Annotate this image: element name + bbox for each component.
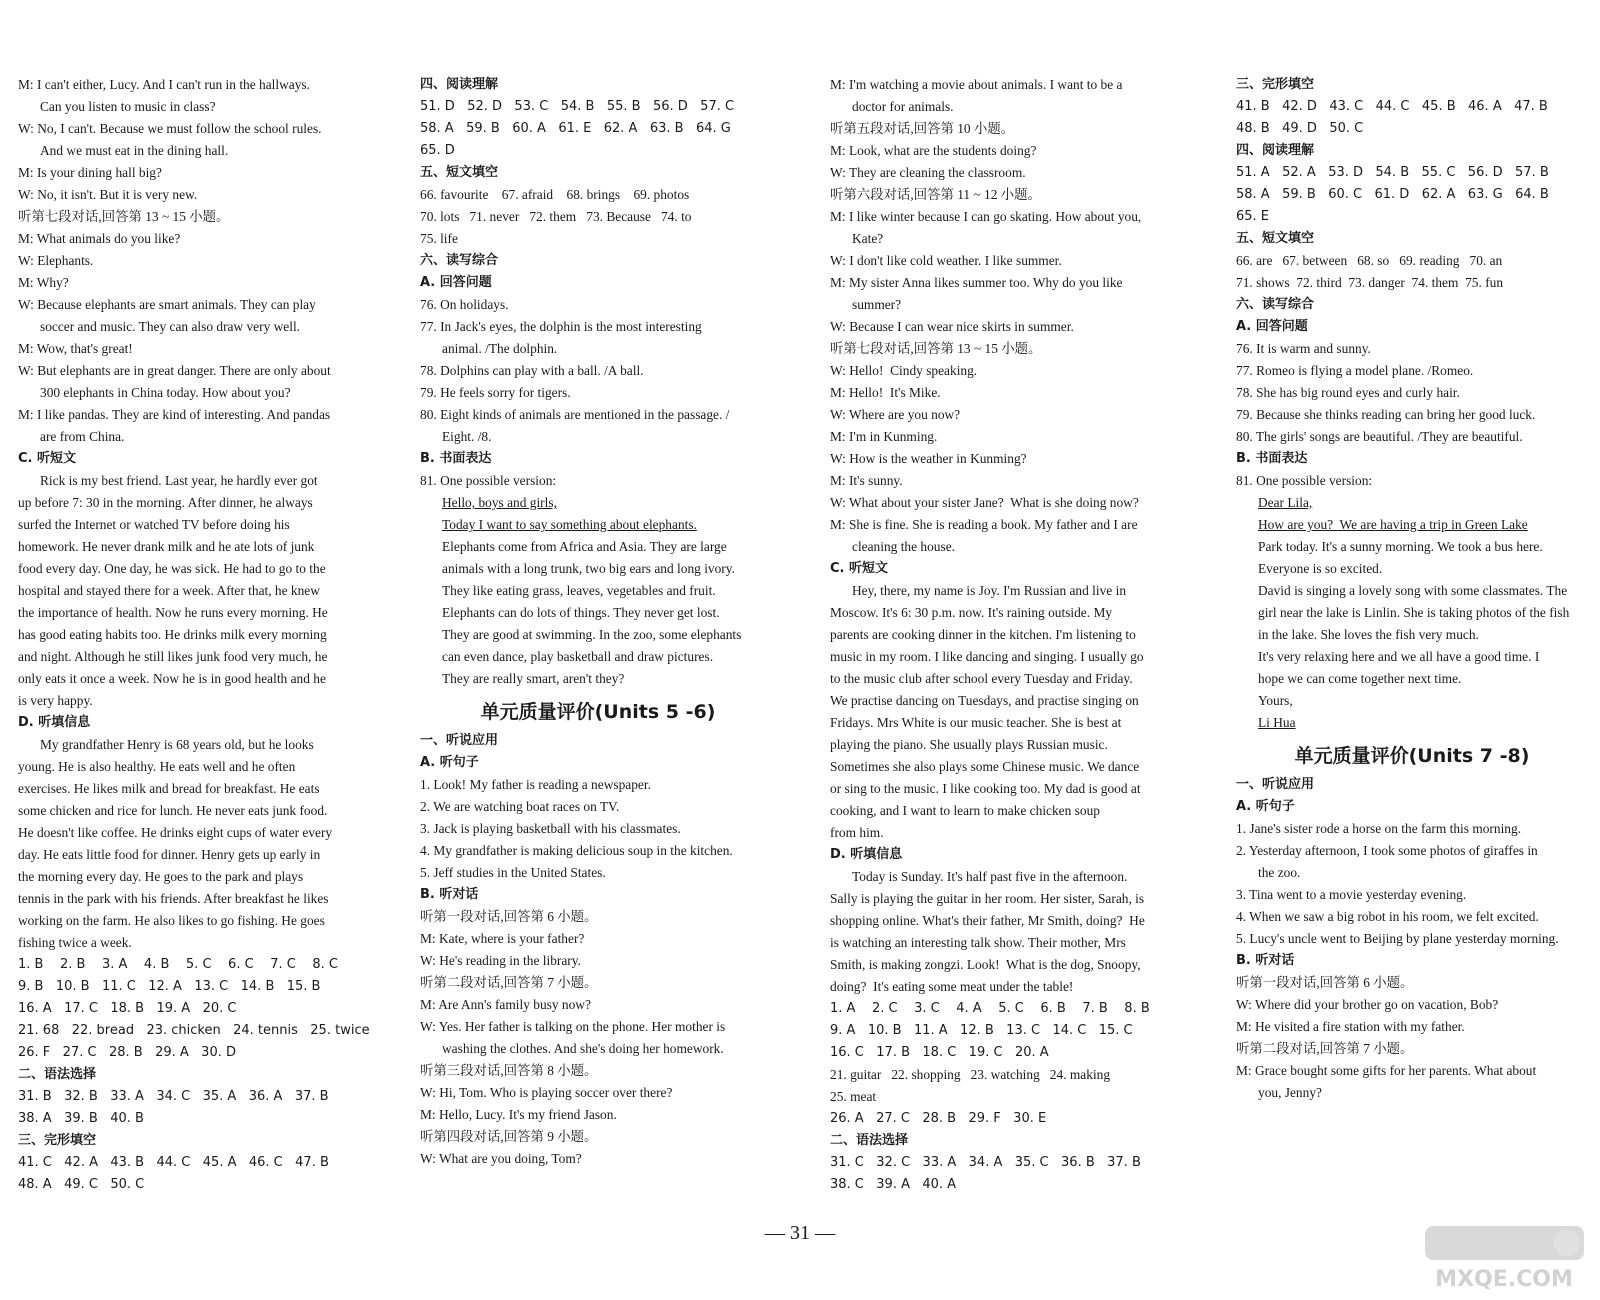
text-line: surfed the Internet or watched TV before doing his — [18, 517, 290, 532]
text-line: 听第七段对话,回答第 13 ~ 15 小题。 — [18, 209, 230, 224]
text-line: cooking, and I want to learn to make chicken soup — [830, 803, 1100, 818]
column-3 — [830, 74, 1182, 1196]
text-line: Hello, boys and girls, — [442, 495, 557, 510]
text-line: 66. are 67. between 68. so 69. reading 70. an — [1236, 253, 1503, 268]
text-line: W: Where did your brother go on vacation, Bob? — [1236, 997, 1499, 1012]
text-line: Dear Lila, — [1258, 495, 1313, 510]
text-line: in the lake. She loves the fish very much. — [1258, 627, 1479, 642]
text-line: 21. 68 22. bread 23. chicken 24. tennis 25. twice — [18, 1023, 370, 1038]
text-line: Elephants can do lots of things. They never get lost. — [442, 605, 720, 620]
text-line: And we must eat in the dining hall. — [40, 143, 229, 158]
text-line: W: Elephants. — [18, 253, 94, 268]
answer-logo-icon — [1425, 1226, 1584, 1260]
text-line: doing? It's eating some meat under the table! — [830, 979, 1074, 994]
column-4 — [1236, 74, 1588, 1104]
text-line: 1. Look! My father is reading a newspaper. — [420, 777, 651, 792]
text-line: 51. D 52. D 53. C 54. B 55. B 56. D 57. C — [420, 99, 735, 114]
text-line: M: Wow, that's great! — [18, 341, 133, 356]
text-line: music in my room. I like dancing and singing. I usually go — [830, 649, 1144, 664]
text-line: W: But elephants are in great danger. There are only about — [18, 363, 331, 378]
section-heading: 五、短文填空 — [420, 165, 499, 180]
text-line: 听第四段对话,回答第 9 小题。 — [420, 1129, 598, 1144]
text-line: 71. shows 72. third 73. danger 74. them 75. fun — [1236, 275, 1504, 290]
section-heading: 二、语法选择 — [830, 1133, 909, 1148]
text-line: is very happy. — [18, 693, 93, 708]
text-line: Today I want to say something about elephants. — [442, 517, 697, 532]
text-line: the morning every day. He goes to the park and plays — [18, 869, 304, 884]
text-line: W: No, it isn't. But it is very new. — [18, 187, 198, 202]
column-2 — [420, 74, 776, 1170]
text-line: M: Grace bought some gifts for her parents. What about — [1236, 1063, 1537, 1078]
text-line: washing the clothes. And she's doing her homework. — [442, 1041, 724, 1056]
section-heading: 四、阅读理解 — [420, 77, 499, 92]
text-line: are from China. — [40, 429, 125, 444]
section-heading: D. 听填信息 — [18, 715, 91, 730]
text-line: some chicken and rice for lunch. He never eats junk food. — [18, 803, 328, 818]
text-line: 65. E — [1236, 209, 1270, 224]
text-line: the importance of health. Now he runs every morning. He — [18, 605, 328, 620]
text-line: W: Because I can wear nice skirts in summer. — [830, 319, 1074, 334]
section-heading: B. 书面表达 — [1236, 451, 1308, 466]
text-line: Park today. It's a sunny morning. We took a bus here. — [1258, 539, 1543, 554]
text-line: W: What about your sister Jane? What is she doing now? — [830, 495, 1139, 510]
text-line: you, Jenny? — [1258, 1085, 1322, 1100]
text-line: Elephants come from Africa and Asia. They are large — [442, 539, 727, 554]
text-line: 2. We are watching boat races on TV. — [420, 799, 620, 814]
text-line: They like eating grass, leaves, vegetables and fruit. — [442, 583, 716, 598]
text-line: 3. Tina went to a movie yesterday evening. — [1236, 887, 1467, 902]
text-line: hope we can come together next time. — [1258, 671, 1462, 686]
text-line: 76. On holidays. — [420, 297, 509, 312]
text-line: 听第七段对话,回答第 13 ~ 15 小题。 — [830, 341, 1042, 356]
text-line: Everyone is so excited. — [1258, 561, 1383, 576]
text-line: Sally is playing the guitar in her room. Her sister, Sarah, is — [830, 891, 1145, 906]
text-line: young. He is also healthy. He eats well and he often — [18, 759, 296, 774]
text-line: W: I don't like cold weather. I like summer. — [830, 253, 1062, 268]
text-line: working on the farm. He also likes to go fishing. He goes — [18, 913, 325, 928]
text-line: summer? — [852, 297, 902, 312]
text-line: Yours, — [1258, 693, 1293, 708]
text-line: 26. A 27. C 28. B 29. F 30. E — [830, 1111, 1047, 1126]
text-line: 4. My grandfather is making delicious soup in the kitchen. — [420, 843, 733, 858]
text-line: cleaning the house. — [852, 539, 955, 554]
text-line: hospital and stayed there for a week. After that, he knew — [18, 583, 320, 598]
text-line: Can you listen to music in class? — [40, 99, 216, 114]
text-line: 5. Lucy's uncle went to Beijing by plane yesterday morning. — [1236, 931, 1559, 946]
text-line: 48. A 49. C 50. C — [18, 1177, 145, 1192]
text-line: and night. Although he still likes junk food very much, he — [18, 649, 328, 664]
text-line: W: Hello! Cindy speaking. — [830, 363, 978, 378]
text-line: My grandfather Henry is 68 years old, but he looks — [40, 737, 314, 752]
text-line: 1. A 2. C 3. C 4. A 5. C 6. B 7. B 8. B — [830, 1001, 1150, 1016]
text-line: He doesn't like coffee. He drinks eight cups of water every — [18, 825, 333, 840]
text-line: Smith, is making zongzi. Look! What is the dog, Snoopy, — [830, 957, 1141, 972]
text-line: 70. lots 71. never 72. them 73. Because 74. to — [420, 209, 692, 224]
text-line: 听第六段对话,回答第 11 ~ 12 小题。 — [830, 187, 1041, 202]
section-heading: 三、完形填空 — [18, 1133, 97, 1148]
text-line: M: I can't either, Lucy. And I can't run in the hallways. — [18, 77, 310, 92]
text-line: 80. The girls' songs are beautiful. /They are beautiful. — [1236, 429, 1523, 444]
text-line: M: Hello, Lucy. It's my friend Jason. — [420, 1107, 617, 1122]
text-line: from him. — [830, 825, 884, 840]
text-line: They are good at swimming. In the zoo, some elephants — [442, 627, 742, 642]
text-line: W: Because elephants are smart animals. They can play — [18, 297, 316, 312]
section-heading: A. 回答问题 — [420, 275, 492, 290]
text-line: 5. Jeff studies in the United States. — [420, 865, 606, 880]
section-heading: 三、完形填空 — [1236, 77, 1315, 92]
text-line: W: Where are you now? — [830, 407, 961, 422]
text-line: M: Is your dining hall big? — [18, 165, 162, 180]
text-line: M: My sister Anna likes summer too. Why do you like — [830, 275, 1123, 290]
text-line: 听第五段对话,回答第 10 小题。 — [830, 121, 1015, 136]
text-line: animal. /The dolphin. — [442, 341, 558, 356]
section-heading: B. 听对话 — [420, 887, 479, 902]
text-line: Today is Sunday. It's half past five in the afternoon. — [852, 869, 1128, 884]
column-1 — [18, 74, 386, 1196]
text-line: playing the piano. She usually plays Russian music. — [830, 737, 1108, 752]
text-line: Li Hua — [1258, 715, 1296, 730]
text-line: W: How is the weather in Kunming? — [830, 451, 1027, 466]
text-line: M: Kate, where is your father? — [420, 931, 585, 946]
text-line: M: Are Ann's family busy now? — [420, 997, 591, 1012]
text-line: day. He eats little food for dinner. Henry gets up early in — [18, 847, 321, 862]
text-line: 81. One possible version: — [1236, 473, 1373, 488]
text-line: Fridays. Mrs White is our music teacher. She is best at — [830, 715, 1122, 730]
text-line: 77. Romeo is flying a model plane. /Romeo. — [1236, 363, 1474, 378]
text-line: W: No, I can't. Because we must follow the school rules. — [18, 121, 322, 136]
text-line: 1. B 2. B 3. A 4. B 5. C 6. C 7. C 8. C — [18, 957, 338, 972]
text-line: is watching an interesting talk show. Their mother, Mrs — [830, 935, 1126, 950]
text-line: 79. Because she thinks reading can bring her good luck. — [1236, 407, 1536, 422]
text-line: 听第二段对话,回答第 7 小题。 — [1236, 1041, 1414, 1056]
unit-title: 单元质量评价(Units 7 -8) — [1294, 745, 1530, 767]
text-line: 38. A 39. B 40. B — [18, 1111, 144, 1126]
section-heading: 六、读写综合 — [1236, 297, 1315, 312]
text-line: M: It's sunny. — [830, 473, 903, 488]
text-line: 41. B 42. D 43. C 44. C 45. B 46. A 47. B — [1236, 99, 1548, 114]
text-line: doctor for animals. — [852, 99, 954, 114]
section-heading: A. 听句子 — [1236, 799, 1295, 814]
text-line: 31. B 32. B 33. A 34. C 35. A 36. A 37. B — [18, 1089, 329, 1104]
section-heading: 四、阅读理解 — [1236, 143, 1315, 158]
text-line: Hey, there, my name is Joy. I'm Russian and live in — [852, 583, 1127, 598]
text-line: only eats it once a week. Now he is in good health and he — [18, 671, 326, 686]
text-line: W: They are cleaning the classroom. — [830, 165, 1026, 180]
text-line: They are really smart, aren't they? — [442, 671, 625, 686]
text-line: M: What animals do you like? — [18, 231, 181, 246]
text-line: tennis in the park with his friends. After breakfast he likes — [18, 891, 329, 906]
text-line: 78. Dolphins can play with a ball. /A ball. — [420, 363, 644, 378]
unit-title: 单元质量评价(Units 5 -6) — [480, 701, 716, 723]
text-line: 16. C 17. B 18. C 19. C 20. A — [830, 1045, 1049, 1060]
text-line: 75. life — [420, 231, 458, 246]
text-line: 16. A 17. C 18. B 19. A 20. C — [18, 1001, 237, 1016]
text-line: 听第一段对话,回答第 6 小题。 — [1236, 975, 1414, 990]
section-heading: 一、听说应用 — [1236, 777, 1315, 792]
text-line: 31. C 32. C 33. A 34. A 35. C 36. B 37. B — [830, 1155, 1141, 1170]
text-line: M: Hello! It's Mike. — [830, 385, 941, 400]
text-line: Kate? — [852, 231, 884, 246]
text-line: soccer and music. They can also draw very well. — [40, 319, 301, 334]
text-line: We practise dancing on Tuesdays, and practise singing on — [830, 693, 1139, 708]
text-line: 51. A 52. A 53. D 54. B 55. C 56. D 57. B — [1236, 165, 1549, 180]
text-line: 25. meat — [830, 1089, 877, 1104]
section-heading: C. 听短文 — [830, 561, 889, 576]
watermark-text: MXQE.COM — [1435, 1267, 1573, 1292]
text-line: has good eating habits too. He drinks milk every morning — [18, 627, 327, 642]
text-line: food every day. One day, he was sick. He had to go to the — [18, 561, 326, 576]
watermark-logo — [1417, 1222, 1592, 1294]
text-line: shopping online. What's their father, Mr Smith, doing? He — [830, 913, 1145, 928]
text-line: Moscow. It's 6: 30 p.m. now. It's raining outside. My — [830, 605, 1113, 620]
text-line: can even dance, play basketball and draw pictures. — [442, 649, 714, 664]
text-line: Sometimes she also plays some Chinese music. We dance — [830, 759, 1140, 774]
section-heading: C. 听短文 — [18, 451, 77, 466]
text-line: 41. C 42. A 43. B 44. C 45. A 46. C 47. B — [18, 1155, 329, 1170]
text-line: 76. It is warm and sunny. — [1236, 341, 1371, 356]
text-line: 81. One possible version: — [420, 473, 557, 488]
text-line: 1. Jane's sister rode a horse on the farm this morning. — [1236, 821, 1522, 836]
text-line: animals with a long trunk, two big ears and long ivory. — [442, 561, 735, 576]
text-line: 听第二段对话,回答第 7 小题。 — [420, 975, 598, 990]
text-line: exercises. He likes milk and bread for breakfast. He eats — [18, 781, 320, 796]
section-heading: 五、短文填空 — [1236, 231, 1315, 246]
text-line: 48. B 49. D 50. C — [1236, 121, 1364, 136]
text-line: M: I'm in Kunming. — [830, 429, 938, 444]
text-line: W: Hi, Tom. Who is playing soccer over there? — [420, 1085, 673, 1100]
text-line: 58. A 59. B 60. C 61. D 62. A 63. G 64. B — [1236, 187, 1549, 202]
text-line: girl near the lake is Linlin. She is taking photos of the fish — [1258, 605, 1570, 620]
text-line: homework. He never drank milk and he ate lots of junk — [18, 539, 315, 554]
text-line: 65. D — [420, 143, 455, 158]
section-heading: 二、语法选择 — [18, 1067, 97, 1082]
text-line: M: I like pandas. They are kind of interesting. And pandas — [18, 407, 331, 422]
text-line: W: Yes. Her father is talking on the phone. Her mother is — [420, 1019, 726, 1034]
text-line: How are you? We are having a trip in Green Lake — [1258, 517, 1528, 532]
text-line: 听第一段对话,回答第 6 小题。 — [420, 909, 598, 924]
text-line: up before 7: 30 in the morning. After dinner, he always — [18, 495, 313, 510]
text-line: to the music club after school every Tuesday and Friday. — [830, 671, 1133, 686]
text-line: Eight. /8. — [442, 429, 492, 444]
section-heading: A. 听句子 — [420, 755, 479, 770]
section-heading: 六、读写综合 — [420, 253, 499, 268]
text-line: David is singing a lovely song with some classmates. The — [1258, 583, 1568, 598]
section-heading: B. 书面表达 — [420, 451, 492, 466]
section-heading: B. 听对话 — [1236, 953, 1295, 968]
text-line: 2. Yesterday afternoon, I took some photos of giraffes in — [1236, 843, 1538, 858]
text-line: 听第三段对话,回答第 8 小题。 — [420, 1063, 598, 1078]
text-line: 26. F 27. C 28. B 29. A 30. D — [18, 1045, 236, 1060]
text-line: W: He's reading in the library. — [420, 953, 581, 968]
text-line: M: He visited a fire station with my father. — [1236, 1019, 1465, 1034]
text-line: M: I like winter because I can go skating. How about you, — [830, 209, 1142, 224]
text-line: 58. A 59. B 60. A 61. E 62. A 63. B 64. G — [420, 121, 731, 136]
text-line: 300 elephants in China today. How about you? — [40, 385, 291, 400]
text-line: 4. When we saw a big robot in his room, we felt excited. — [1236, 909, 1539, 924]
text-line: 21. guitar 22. shopping 23. watching 24. making — [830, 1067, 1111, 1082]
text-line: fishing twice a week. — [18, 935, 132, 950]
text-line: 9. A 10. B 11. A 12. B 13. C 14. C 15. C — [830, 1023, 1133, 1038]
text-line: M: Look, what are the students doing? — [830, 143, 1037, 158]
section-heading: A. 回答问题 — [1236, 319, 1308, 334]
text-line: Rick is my best friend. Last year, he hardly ever got — [40, 473, 318, 488]
section-heading: D. 听填信息 — [830, 847, 903, 862]
text-line: 66. favourite 67. afraid 68. brings 69. photos — [420, 187, 690, 202]
text-line: W: What are you doing, Tom? — [420, 1151, 582, 1166]
text-line: or sing to the music. I like cooking too. My dad is good at — [830, 781, 1141, 796]
text-line: 3. Jack is playing basketball with his classmates. — [420, 821, 681, 836]
section-heading: 一、听说应用 — [420, 733, 499, 748]
text-line: 79. He feels sorry for tigers. — [420, 385, 571, 400]
text-line: It's very relaxing here and we all have a good time. I — [1258, 649, 1540, 664]
text-line: 77. In Jack's eyes, the dolphin is the most interesting — [420, 319, 702, 334]
text-line: M: She is fine. She is reading a book. My father and I are — [830, 517, 1138, 532]
text-line: the zoo. — [1258, 865, 1301, 880]
text-line: M: I'm watching a movie about animals. I want to be a — [830, 77, 1123, 92]
page-number: — 31 — — [765, 1222, 835, 1244]
text-line: M: Why? — [18, 275, 69, 290]
text-line: parents are cooking dinner in the kitchen. I'm listening to — [830, 627, 1136, 642]
text-line: 78. She has big round eyes and curly hair. — [1236, 385, 1460, 400]
text-line: 80. Eight kinds of animals are mentioned in the passage. / — [420, 407, 730, 422]
text-line: 9. B 10. B 11. C 12. A 13. C 14. B 15. B — [18, 979, 321, 994]
text-line: 38. C 39. A 40. A — [830, 1177, 957, 1192]
